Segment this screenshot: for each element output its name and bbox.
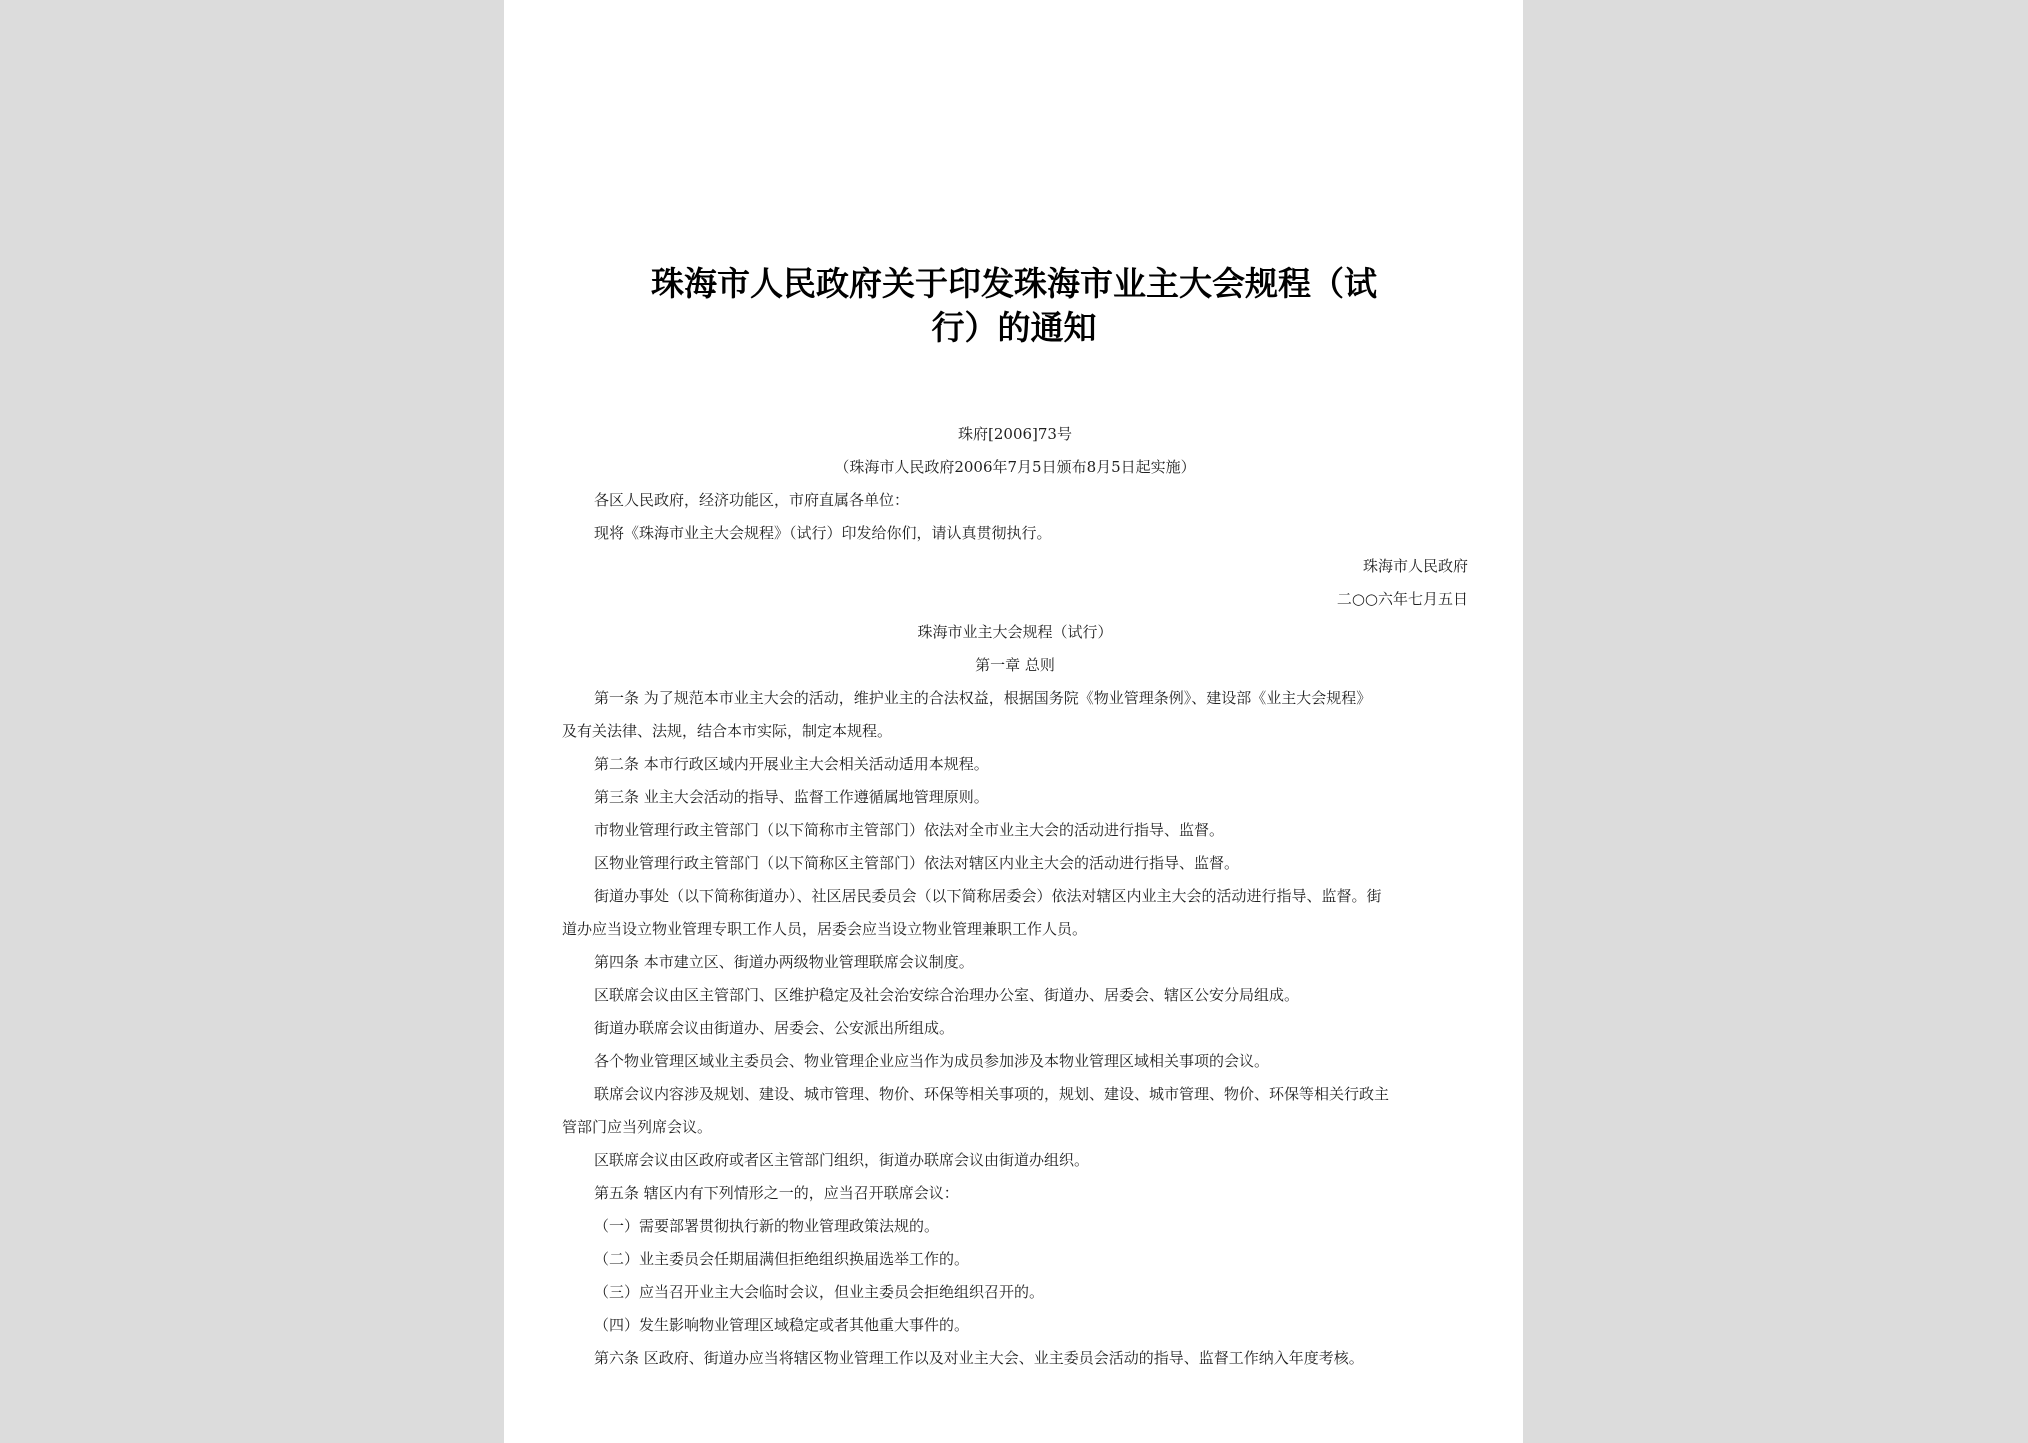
document-body xyxy=(562,418,1468,1375)
list-item: （三）应当召开业主大会临时会议，但业主委员会拒绝组织召开的。 xyxy=(594,1283,1045,1301)
promulgation-note: （珠海市人民政府2006年7月5日颁布8月5日起实施） xyxy=(834,458,1196,476)
issuer: 珠海市人民政府 xyxy=(1362,557,1468,575)
paragraph: 街道办联席会议由街道办、居委会、公安派出所组成。 xyxy=(594,1019,955,1037)
paragraph: 街道办事处（以下简称街道办）、社区居民委员会（以下简称居委会）依法对辖区内业主大会的活动进行指导、监督。街 xyxy=(594,887,1382,905)
paragraph: 区联席会议由区政府或者区主管部门组织，街道办联席会议由街道办组织。 xyxy=(594,1151,1090,1169)
title-line-2: 行）的通知 xyxy=(931,308,1097,347)
document-title xyxy=(614,262,1414,350)
paragraph: 第三条 业主大会活动的指导、监督工作遵循属地管理原则。 xyxy=(594,788,989,806)
notice-text: 现将《珠海市业主大会规程》（试行）印发给你们，请认真贯彻执行。 xyxy=(594,524,1052,542)
paragraph: 第五条 辖区内有下列情形之一的，应当召开联席会议： xyxy=(594,1184,959,1202)
paragraph: 市物业管理行政主管部门（以下简称市主管部门）依法对全市业主大会的活动进行指导、监督。 xyxy=(594,821,1225,839)
paragraph-continuation: 道办应当设立物业管理专职工作人员，居委会应当设立物业管理兼职工作人员。 xyxy=(562,920,1088,938)
paragraph: 第一条 为了规范本市业主大会的活动，维护业主的合法权益，根据国务院《物业管理条例》、建设部《业主大会规程》 xyxy=(594,689,1372,707)
list-item: （二）业主委员会任期届满但拒绝组织换届选举工作的。 xyxy=(594,1250,970,1268)
paragraph: 第二条 本市行政区域内开展业主大会相关活动适用本规程。 xyxy=(594,755,989,773)
paragraph: 区联席会议由区主管部门、区维护稳定及社会治安综合治理办公室、街道办、居委会、辖区公安分局组成。 xyxy=(594,986,1300,1004)
document-number: 珠府[2006]73号 xyxy=(958,425,1072,443)
chapter-heading: 第一章 总则 xyxy=(975,656,1055,674)
paragraph: 区物业管理行政主管部门（以下简称区主管部门）依法对辖区内业主大会的活动进行指导、监督。 xyxy=(594,854,1240,872)
list-item: （四）发生影响物业管理区域稳定或者其他重大事件的。 xyxy=(594,1316,970,1334)
issue-date: 二○○六年七月五日 xyxy=(1336,590,1468,608)
paragraph: 联席会议内容涉及规划、建设、城市管理、物价、环保等相关事项的，规划、建设、城市管理、物价、环保等相关行政主 xyxy=(594,1085,1390,1103)
title-line-1: 珠海市人民政府关于印发珠海市业主大会规程（试 xyxy=(651,264,1377,303)
paragraph: 各个物业管理区域业主委员会、物业管理企业应当作为成员参加涉及本物业管理区域相关事项的会议。 xyxy=(594,1052,1270,1070)
paragraph: 第四条 本市建立区、街道办两级物业管理联席会议制度。 xyxy=(594,953,974,971)
paragraph-continuation: 及有关法律、法规，结合本市实际，制定本规程。 xyxy=(562,722,893,740)
rules-title: 珠海市业主大会规程（试行） xyxy=(917,623,1113,641)
paragraph: 第六条 区政府、街道办应当将辖区物业管理工作以及对业主大会、业主委员会活动的指导、监督工作纳入年度考核。 xyxy=(594,1349,1364,1367)
paragraph-continuation: 管部门应当列席会议。 xyxy=(562,1118,713,1136)
list-item: （一）需要部署贯彻执行新的物业管理政策法规的。 xyxy=(594,1217,940,1235)
addressee: 各区人民政府，经济功能区，市府直属各单位： xyxy=(594,491,910,509)
document-page xyxy=(504,0,1523,1443)
